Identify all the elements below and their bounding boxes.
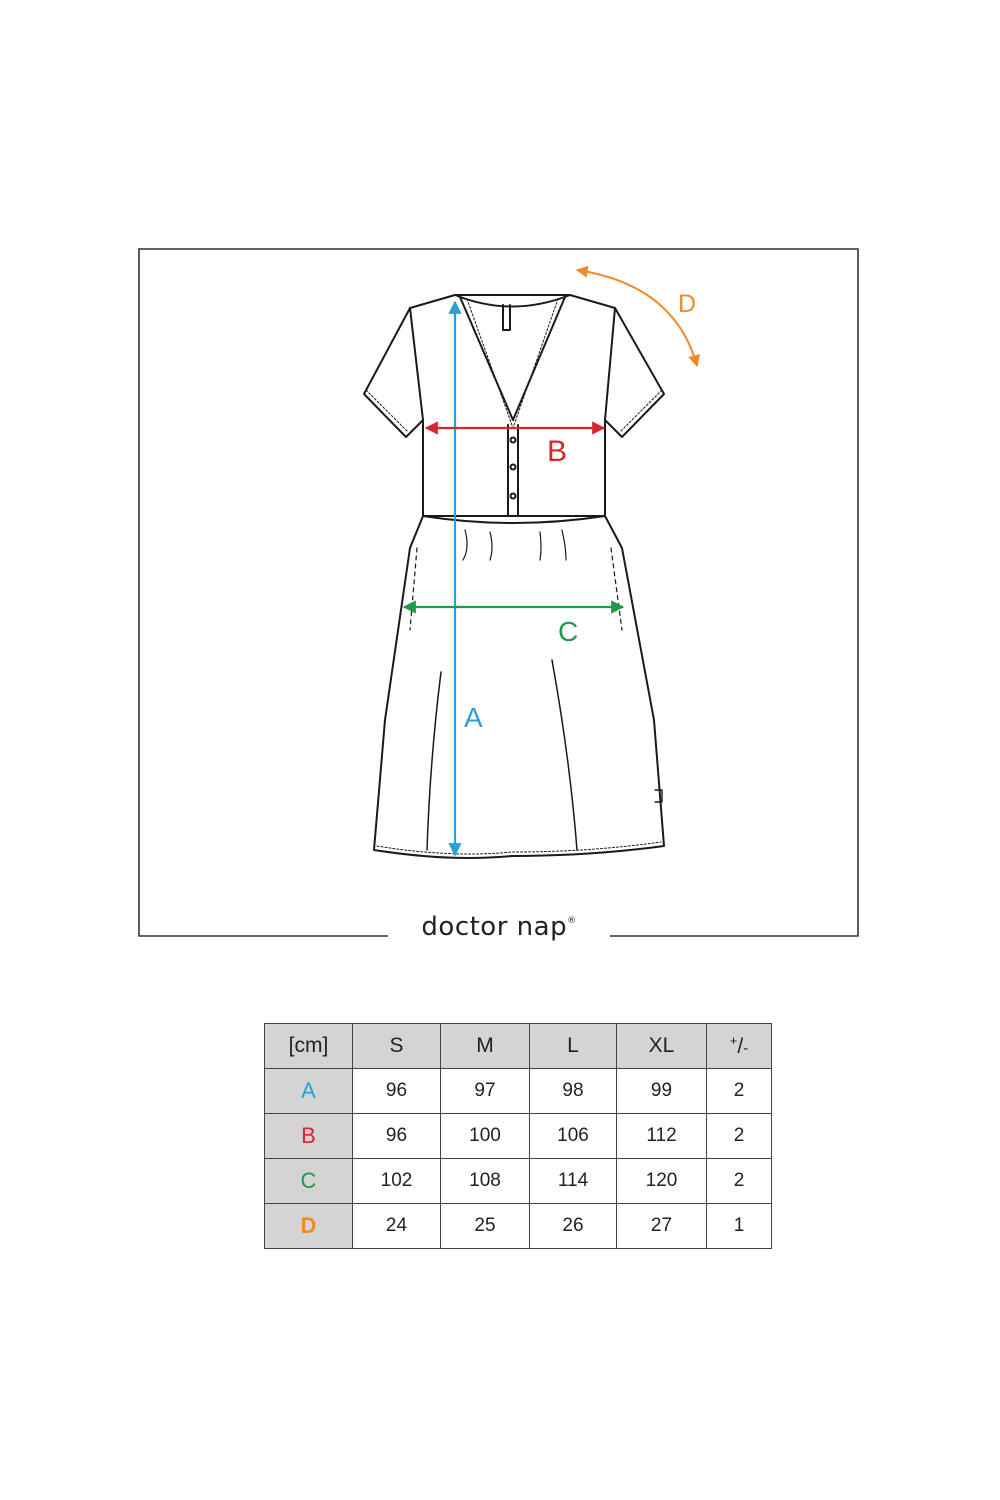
measure-a-label: A — [464, 702, 483, 733]
size-header-xl: XL — [617, 1024, 707, 1069]
table-cell: 120 — [617, 1159, 707, 1204]
measure-d-label: D — [678, 290, 697, 318]
table-cell: 106 — [530, 1114, 617, 1159]
table-cell: 24 — [353, 1204, 441, 1249]
table-cell: 96 — [353, 1114, 441, 1159]
brand-logo — [388, 912, 610, 942]
size-header-m: M — [441, 1024, 530, 1069]
table-cell: 99 — [617, 1069, 707, 1114]
brand-mark: ® — [567, 916, 577, 926]
table-cell: 114 — [530, 1159, 617, 1204]
size-header-l: L — [530, 1024, 617, 1069]
table-cell: 1 — [707, 1204, 772, 1249]
row-label-b: B — [265, 1114, 353, 1159]
row-label-d: D — [265, 1204, 353, 1249]
table-cell: 26 — [530, 1204, 617, 1249]
table-cell: 100 — [441, 1114, 530, 1159]
row-label-a: A — [265, 1069, 353, 1114]
diagram-frame — [139, 249, 858, 936]
unit-header: [cm] — [265, 1024, 353, 1069]
table-cell: 108 — [441, 1159, 530, 1204]
table-cell: 2 — [707, 1069, 772, 1114]
table-row — [265, 1159, 772, 1204]
brand-name: doctor nap — [421, 912, 568, 942]
table-cell: 27 — [617, 1204, 707, 1249]
row-label-c: C — [265, 1159, 353, 1204]
measure-d-arrow — [577, 270, 697, 366]
table-cell: 112 — [617, 1114, 707, 1159]
table-row — [265, 1204, 772, 1249]
table-cell: 98 — [530, 1069, 617, 1114]
tolerance-header: +/- — [707, 1024, 772, 1069]
measure-c-label: C — [558, 616, 579, 647]
measure-b-label: B — [547, 435, 568, 468]
table-cell: 96 — [353, 1069, 441, 1114]
table-row — [265, 1114, 772, 1159]
table-row — [265, 1069, 772, 1114]
table-cell: 25 — [441, 1204, 530, 1249]
table-cell: 97 — [441, 1069, 530, 1114]
table-cell: 102 — [353, 1159, 441, 1204]
size-header-s: S — [353, 1024, 441, 1069]
size-table-header — [265, 1024, 772, 1069]
table-cell: 2 — [707, 1159, 772, 1204]
dress-outline — [364, 295, 664, 858]
table-cell: 2 — [707, 1114, 772, 1159]
size-table — [264, 1023, 772, 1249]
